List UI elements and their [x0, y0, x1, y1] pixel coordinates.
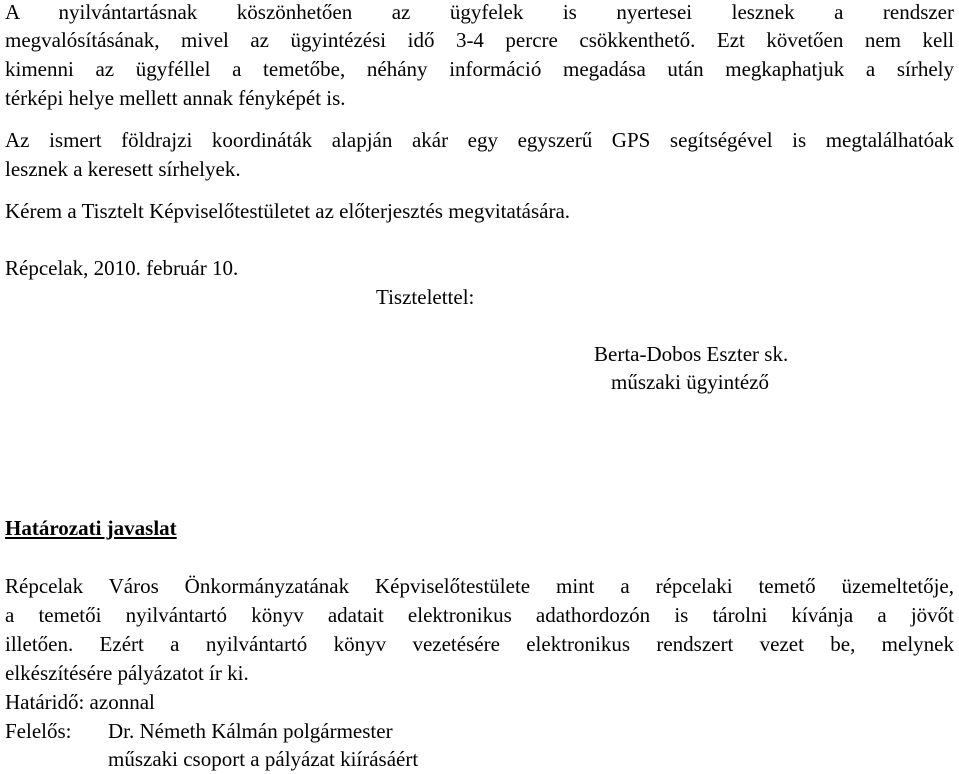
resolution-line-4: elkészítésére pályázatot ír ki. — [5, 661, 249, 685]
resolution-line-3: illetően. Ezért a nyilvántartó könyv vezetésére elektronikus rendszert vezet be, melynek — [5, 632, 954, 656]
responsible-label: Felelős: — [5, 719, 72, 743]
deadline: Határidő: azonnal — [5, 690, 155, 714]
intro-line-2: megvalósításának, mivel az ügyintézési idő 3-4 percre csökkenthető. Ezt követően nem kell — [5, 28, 954, 52]
resolution-heading: Határozati javaslat — [5, 516, 177, 540]
resolution-line-2: a temetői nyilvántartó könyv adatait elektronikus adathordozón is tárolni kívánja a jövőt — [5, 603, 954, 627]
gps-line-2: lesznek a keresett sírhelyek. — [5, 157, 241, 181]
responsible-group: műszaki csoport a pályázat kiírásáért — [108, 747, 419, 771]
intro-line-3: kimenni az ügyféllel a temetőbe, néhány információ megadása után megkaphatjuk a sírhely — [5, 57, 954, 81]
request-text: Kérem a Tisztelt Képviselőtestületet az előterjesztés megvitatására. — [5, 199, 571, 223]
place-date: Répcelak, 2010. február 10. — [5, 256, 239, 280]
signatory-name: Berta-Dobos Eszter sk. — [594, 342, 789, 366]
greeting: Tisztelettel: — [376, 285, 475, 309]
intro-line-4: térképi helye mellett annak fényképét is. — [5, 86, 346, 110]
responsible-name: Dr. Németh Kálmán polgármester — [108, 719, 393, 743]
resolution-line-1: Répcelak Város Önkormányzatának Képviselőtestülete mint a répcelaki temető üzemeltetője, — [5, 574, 954, 598]
gps-line-1: Az ismert földrajzi koordináták alapján akár egy egyszerű GPS segítségével is megtalálhatóak — [5, 128, 954, 152]
signatory-title: műszaki ügyintéző — [611, 370, 770, 394]
intro-line-1: A nyilvántartásnak köszönhetően az ügyfelek is nyertesei lesznek a rendszer — [5, 0, 954, 24]
